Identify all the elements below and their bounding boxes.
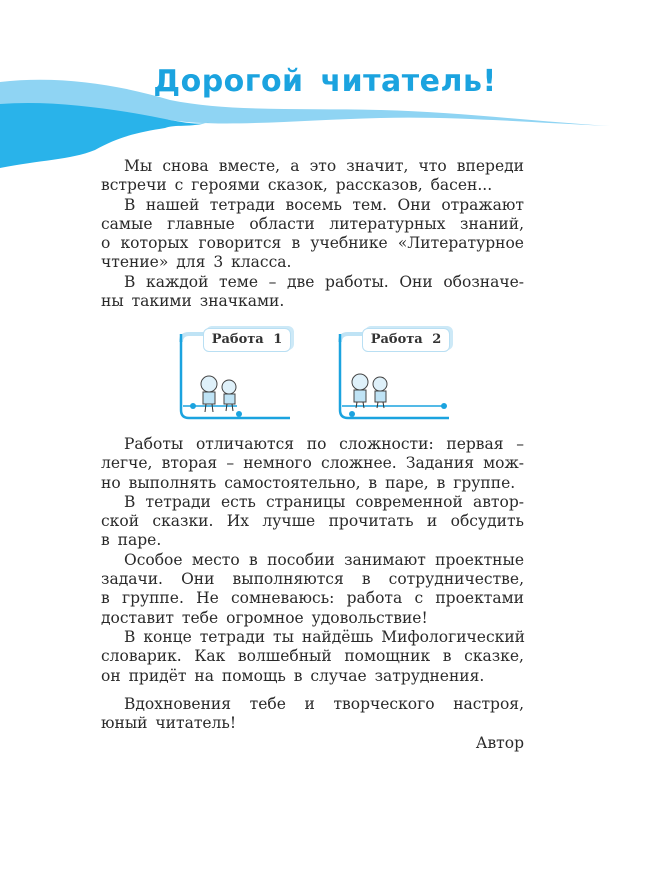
text-line: самые главные области литературных знаний, xyxy=(101,214,524,233)
text-line: В конце тетради ты найдёшь Мифологический xyxy=(124,627,526,646)
signature-wrap xyxy=(101,734,524,753)
text-line: встречи с героями сказок, рассказов, басен... xyxy=(101,176,493,195)
text-line: ны такими значками. xyxy=(101,292,285,311)
text-line: В каждой теме – две работы. Они обозначе- xyxy=(124,272,524,291)
signature: Автор xyxy=(475,734,524,752)
two-children-icon xyxy=(197,374,242,414)
text-line: он придёт на помощь в случае затруднения. xyxy=(101,666,485,685)
text-line: чтение» для 3 класса. xyxy=(101,253,292,272)
page-title: Дорогой читатель! xyxy=(153,64,497,99)
badge-label: Работа 2 xyxy=(362,328,450,352)
text-line: Мы снова вместе, а это значит, что впереди xyxy=(124,157,524,175)
closing-text xyxy=(101,695,524,734)
text-line: Вдохновения тебе и творческого настроя, xyxy=(124,695,524,713)
text-line: словарик. Как волшебный помощник в сказке, xyxy=(101,647,524,666)
text-line: Особое место в пособии занимают проектные xyxy=(124,550,524,569)
badge-work-1 xyxy=(175,322,300,422)
badge-work-2 xyxy=(334,322,459,422)
text-line: задачи. Они выполняются в сотрудничестве, xyxy=(101,570,524,589)
text-line: в паре. xyxy=(101,531,162,550)
text-line: юный читатель! xyxy=(101,714,237,733)
main-text xyxy=(101,435,524,686)
text-line: доставит тебе огромное удовольствие! xyxy=(101,608,428,627)
text-line: легче, вторая – немного сложнее. Задания мож- xyxy=(101,454,524,473)
two-children-icon xyxy=(348,372,393,412)
text-line: но выполнять самостоятельно, в паре, в группе. xyxy=(101,473,516,492)
text-line: В нашей тетради восемь тем. Они отражают xyxy=(124,195,524,214)
intro-text xyxy=(101,157,524,311)
text-line: ской сказки. Их лучше прочитать и обсудить xyxy=(101,512,524,531)
text-line: о которых говорится в учебнике «Литературное xyxy=(101,234,524,253)
badge-label: Работа 1 xyxy=(203,328,291,352)
text-line: в группе. Не сомневаюсь: работа с проектами xyxy=(101,589,524,608)
text-line: В тетради есть страницы современной автор- xyxy=(124,492,524,511)
text-line: Работы отличаются по сложности: первая – xyxy=(124,435,524,453)
